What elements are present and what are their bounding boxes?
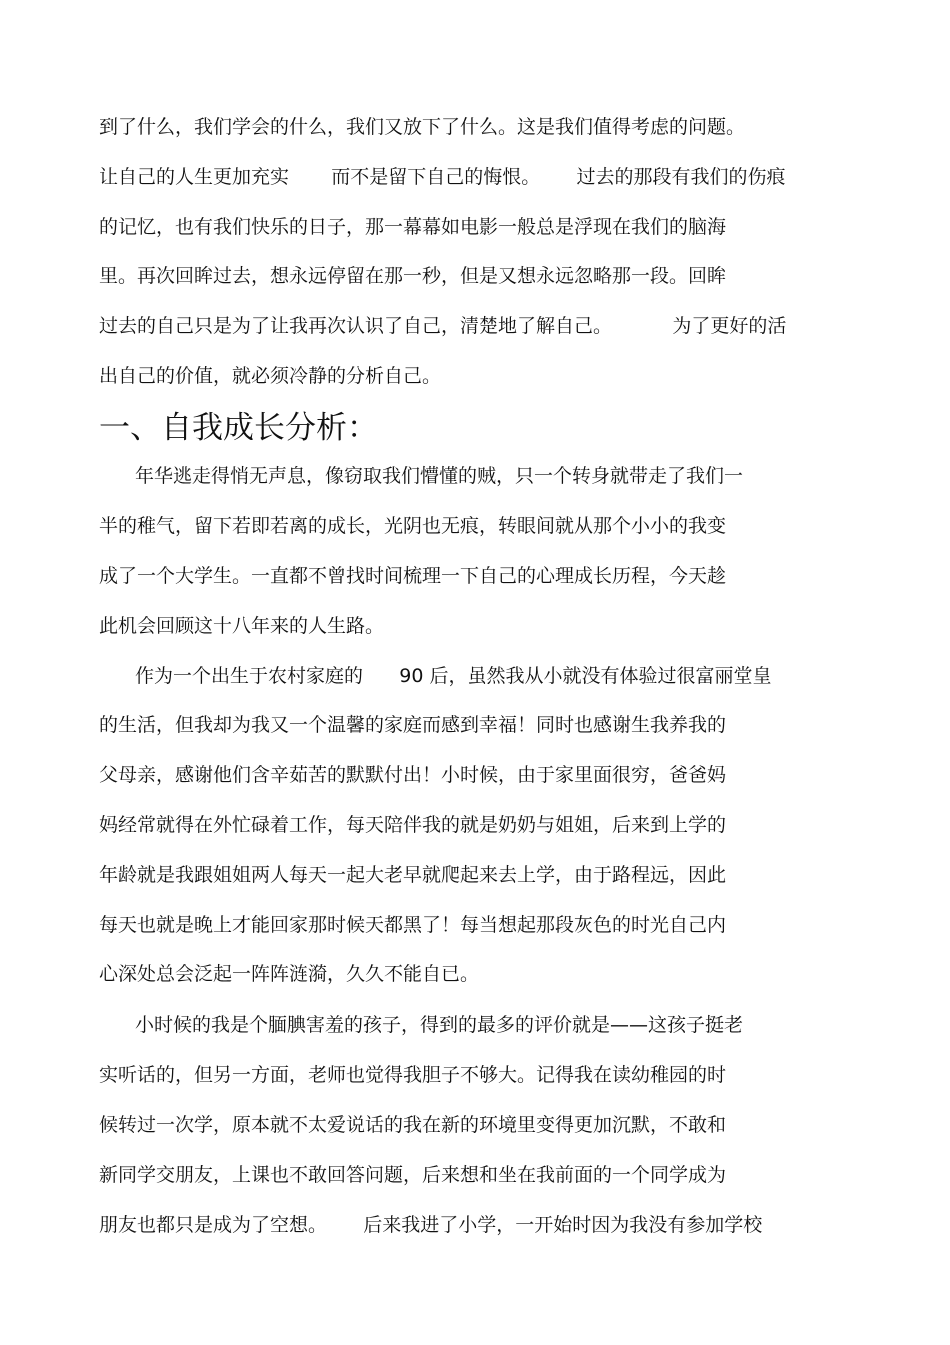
para2-line-7: 心深处总会泛起一阵阵涟漪，久久不能自已。 [99, 963, 480, 985]
intro-line-1: 到了什么，我们学会的什么，我们又放下了什么。这是我们值得考虑的问题。 [99, 116, 746, 138]
para1-line-3: 成了一个大学生。一直都不曾找时间梳理一下自己的心理成长历程，今天趁 [99, 565, 727, 587]
para3-line-1: 小时候的我是个腼腆害羞的孩子，得到的最多的评价就是——这孩子挺老 [135, 1014, 744, 1036]
intro-line-2: 让自己的人生更加充实 而不是留下自己的悔恨。 过去的那段有我们的伤痕 [99, 166, 786, 188]
para2-line-4: 妈经常就得在外忙碌着工作，每天陪伴我的就是奶奶与姐姐，后来到上学的 [99, 814, 727, 836]
para2-line-1: 作为一个出生于农村家庭的 90 后，虽然我从小就没有体验过很富丽堂皇 [135, 665, 772, 687]
intro-line-3: 的记忆，也有我们快乐的日子，那一幕幕如电影一般总是浮现在我们的脑海 [99, 216, 727, 238]
intro-line-4: 里。再次回眸过去，想永远停留在那一秒，但是又想永远忽略那一段。回眸 [99, 265, 727, 287]
para2-line-3: 父母亲，感谢他们含辛茹苦的默默付出！小时候，由于家里面很穷，爸爸妈 [99, 764, 727, 786]
section-heading: 一、自我成长分析： [99, 410, 378, 446]
intro-line-5: 过去的自己只是为了让我再次认识了自己，清楚地了解自己。 为了更好的活 [99, 315, 787, 337]
para2-line-2: 的生活，但我却为我又一个温馨的家庭而感到幸福！同时也感谢生我养我的 [99, 714, 727, 736]
para3-line-5: 朋友也都只是成为了空想。 后来我进了小学，一开始时因为我没有参加学校 [99, 1214, 763, 1236]
para1-line-4: 此机会回顾这十八年来的人生路。 [99, 615, 385, 637]
para3-line-4: 新同学交朋友，上课也不敢回答问题，后来想和坐在我前面的一个同学成为 [99, 1164, 727, 1186]
para1-line-1: 年华逃走得悄无声息，像窃取我们懵懂的贼，只一个转身就带走了我们一 [135, 465, 744, 487]
para1-line-2: 半的稚气，留下若即若离的成长，光阴也无痕，转眼间就从那个小小的我变 [99, 515, 727, 537]
para2-line-5: 年龄就是我跟姐姐两人每天一起大老早就爬起来去上学，由于路程远，因此 [99, 864, 727, 886]
intro-line-6: 出自己的价值，就必须冷静的分析自己。 [99, 365, 442, 387]
para3-line-3: 候转过一次学，原本就不太爱说话的我在新的环境里变得更加沉默，不敢和 [99, 1114, 727, 1136]
para2-line-6: 每天也就是晚上才能回家那时候天都黑了！每当想起那段灰色的时光自己内 [99, 914, 727, 936]
para3-line-2: 实听话的，但另一方面，老师也觉得我胆子不够大。记得我在读幼稚园的时 [99, 1064, 727, 1086]
